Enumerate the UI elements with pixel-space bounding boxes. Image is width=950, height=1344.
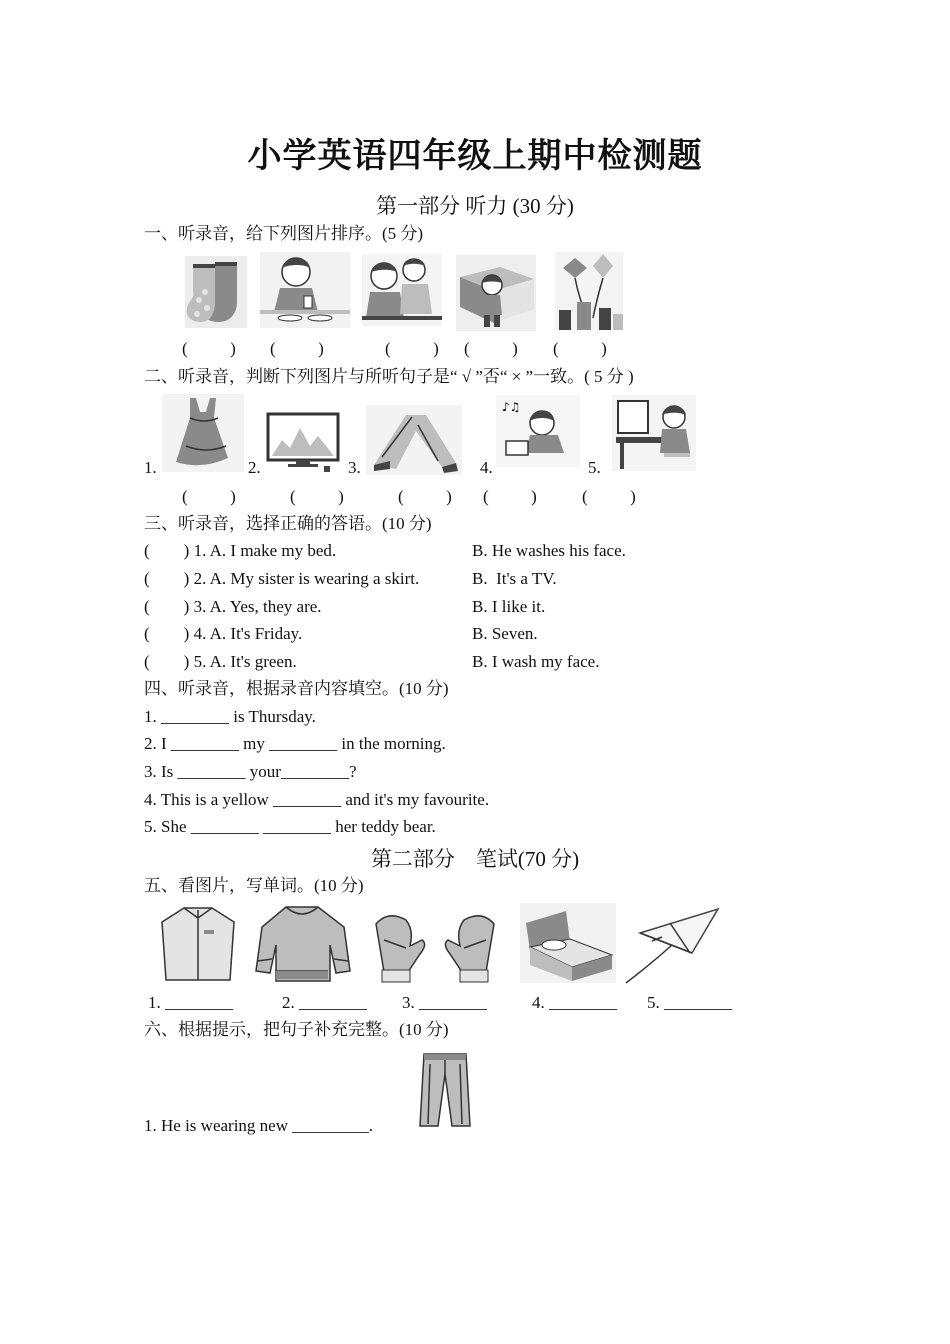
section5-heading: 五、看图片，写单词。(10 分) xyxy=(144,876,364,895)
section4-item-5: 5. She ________ ________ her teddy bear. xyxy=(144,817,436,836)
section3-item-3-b: B. I like it. xyxy=(472,597,546,616)
dress-picture xyxy=(162,394,244,472)
page-title: 小学英语四年级上期中检测题 xyxy=(247,138,703,175)
section2-bracket-4: ( ) xyxy=(483,487,537,506)
section1-bracket-5: ( ) xyxy=(553,339,607,358)
sweater-picture xyxy=(252,901,354,985)
section2-number-1: 1. xyxy=(144,458,157,477)
section2-bracket-1: ( ) xyxy=(182,487,236,506)
tv-picture xyxy=(266,412,340,474)
boy-bed-picture xyxy=(456,255,536,331)
section4-item-4: 4. This is a yellow ________ and it's my favourite. xyxy=(144,790,490,809)
section3-item-5-b: B. I wash my face. xyxy=(472,652,600,671)
pants-picture xyxy=(418,1050,472,1128)
section2-heading: 二、听录音，判断下列图片与所听句子是“ √ ”否“ × ”一致。( 5 分 ) xyxy=(144,367,634,386)
section5-blank-3: 3. ________ xyxy=(402,993,487,1012)
section5-blank-4: 4. ________ xyxy=(532,993,617,1012)
section4-item-3: 3. Is ________ your________? xyxy=(144,762,357,781)
section1-bracket-4: ( ) xyxy=(464,339,518,358)
section1-bracket-2: ( ) xyxy=(270,339,324,358)
section4-item-2: 2. I ________ my ________ in the morning. xyxy=(144,734,446,753)
svg-text:♪♫: ♪♫ xyxy=(502,400,521,414)
section3-item-1-b: B. He washes his face. xyxy=(472,541,626,560)
section2-bracket-2: ( ) xyxy=(290,487,344,506)
section3-item-2-b: B. It's a TV. xyxy=(472,569,557,588)
section2-number-2: 2. xyxy=(248,458,261,477)
kite-picture xyxy=(555,252,623,330)
mittens-picture xyxy=(370,910,500,986)
section6-item-1: 1. He is wearing new _________. xyxy=(144,1116,373,1135)
girl-music-picture xyxy=(496,395,580,467)
section4-item-1: 1. ________ is Thursday. xyxy=(144,707,316,726)
section2-bracket-3: ( ) xyxy=(398,487,452,506)
section3-item-1-a: ( ) 1. A. I make my bed. xyxy=(144,541,337,560)
shirt-picture xyxy=(158,904,238,984)
kite-drawing-picture xyxy=(622,907,722,985)
section3-item-4-a: ( ) 4. A. It's Friday. xyxy=(144,624,303,643)
section1-heading: 一、听录音，给下列图片排序。(5 分) xyxy=(144,224,424,243)
section3-item-3-a: ( ) 3. A. Yes, they are. xyxy=(144,597,322,616)
two-boys-picture xyxy=(362,254,442,326)
part2-heading: 第二部分 笔试(70 分) xyxy=(370,847,580,871)
section2-number-5: 5. xyxy=(588,458,601,477)
section1-bracket-3: ( ) xyxy=(385,339,439,358)
section2-bracket-5: ( ) xyxy=(582,487,636,506)
section3-heading: 三、听录音，选择正确的答语。(10 分) xyxy=(144,514,432,533)
section4-heading: 四、听录音，根据录音内容填空。(10 分) xyxy=(144,679,449,698)
section3-item-2-a: ( ) 2. A. My sister is wearing a skirt. xyxy=(144,569,420,588)
girl-computer-picture xyxy=(612,395,696,471)
section2-number-3: 3. xyxy=(348,458,361,477)
bed-picture xyxy=(520,903,616,983)
section5-blank-2: 2. ________ xyxy=(282,993,367,1012)
section5-blank-1: 1. ________ xyxy=(148,993,233,1012)
section3-item-5-a: ( ) 5. A. It's green. xyxy=(144,652,297,671)
scarf-picture xyxy=(366,405,462,475)
section1-bracket-1: ( ) xyxy=(182,339,236,358)
section2-number-4: 4. xyxy=(480,458,493,477)
sock-picture xyxy=(185,256,247,328)
part1-heading: 第一部分 听力 (30 分) xyxy=(376,194,574,218)
boy-eating-picture xyxy=(260,252,350,328)
section6-heading: 六、根据提示，把句子补充完整。(10 分) xyxy=(144,1020,449,1039)
section3-item-4-b: B. Seven. xyxy=(472,624,538,643)
section5-blank-5: 5. ________ xyxy=(647,993,732,1012)
